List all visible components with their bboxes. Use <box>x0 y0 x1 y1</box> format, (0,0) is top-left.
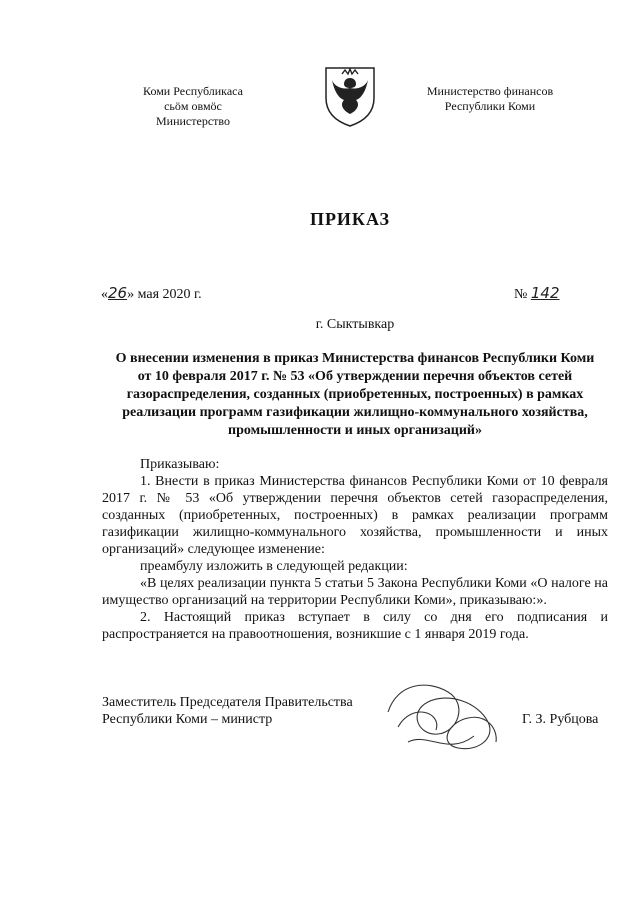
signatory-position-line: Заместитель Председателя Правительства <box>102 695 353 710</box>
date-day-handwritten: 26 <box>108 284 128 302</box>
header-left-line: Коми Республикаса <box>143 84 243 98</box>
body-paragraph: Приказываю: <box>140 457 220 472</box>
number-prefix: № <box>514 287 528 302</box>
header-right-line: Республики Коми <box>444 99 536 113</box>
header-right-line: Министерство финансов <box>426 84 554 98</box>
handwritten-signature <box>378 672 508 762</box>
header-right-ministry <box>400 84 580 114</box>
coat-of-arms-icon <box>322 64 378 128</box>
signatory-position-line: Республики Коми – министр <box>102 712 273 727</box>
document-date <box>101 284 202 303</box>
body-paragraph: 1. Внести в приказ Министерства финансов Республики Коми от 10 февраля 2017 г. № 53 «Об утверждении перечня объектов сетей газораспределения, созданных (приобретенных, построенных) в рамках реализации программ газификации жилищно-коммунального хозяйства, промышленности и иных организаций» следующее изменение: <box>102 474 608 557</box>
number-value-handwritten: 142 <box>530 284 560 302</box>
document-subject: О внесении изменения в приказ Министерства финансов Республики Коми от 10 февраля 2017 г. № 53 «Об утверждении перечня объектов сетей газораспределения, созданных (приобретенных, построенных) в рамках реализации программ газификации жилищно-коммунального хозяйства, промышленности и иных организаций» <box>115 351 595 438</box>
body-paragraph: «В целях реализации пункта 5 статьи 5 Закона Республики Коми «О налоге на имущество организаций на территории Республики Коми», приказываю:». <box>102 576 608 608</box>
body-paragraph: 2. Настоящий приказ вступает в силу со дня его подписания и распространяется на правоотношения, возникшие с 1 января 2019 года. <box>102 610 608 642</box>
document-title: ПРИКАЗ <box>309 209 391 229</box>
header-left-line: сьӧм овмӧс <box>164 99 222 113</box>
document-city: г. Сыктывкар <box>315 317 395 332</box>
date-open-quote: « <box>101 287 108 302</box>
body-paragraph: преамбулу изложить в следующей редакции: <box>140 559 408 574</box>
header-left-komi <box>118 84 268 129</box>
signatory-position <box>102 694 402 728</box>
signatory-name: Г. З. Рубцова <box>522 712 599 727</box>
document-body <box>102 456 608 643</box>
document-number <box>514 284 560 303</box>
header-left-line: Министерство <box>156 114 230 128</box>
date-rest: » мая 2020 г. <box>127 287 202 302</box>
